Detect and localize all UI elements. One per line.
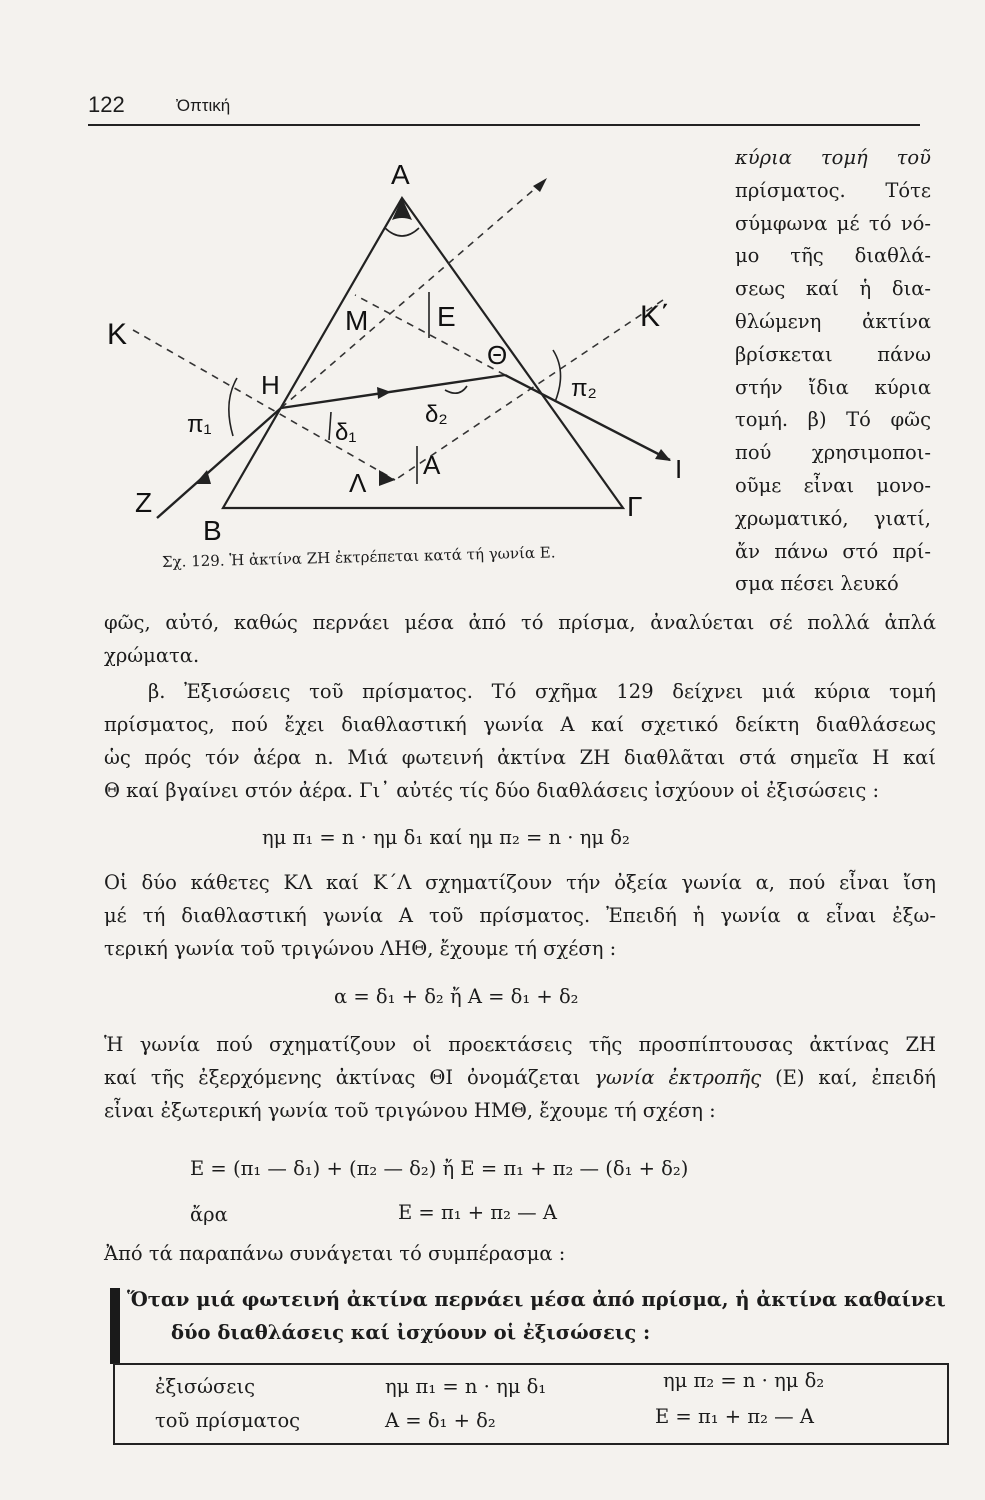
running-head: Ὀπτική bbox=[176, 96, 231, 115]
text-line: Θ καί βγαίνει στόν ἀέρα. Γι᾿ αὐτές τίς δύο διαθλάσεις ἰσχύουν οἱ ἐξισώσεις : bbox=[104, 779, 880, 802]
side-line: στήν ἴδια κύρια bbox=[735, 375, 931, 399]
text-line: φῶς, αὐτό, καθώς περνάει μέσα ἀπό τό πρίσμα, ἀναλύεται σέ πολλά ἁπλά bbox=[104, 611, 936, 634]
side-text bbox=[735, 142, 931, 601]
arrow-emergent bbox=[655, 449, 671, 461]
equation-angle: α = δ₁ + δ₂ ἤ Α = δ₁ + δ₂ bbox=[334, 985, 579, 1008]
header-rule bbox=[88, 124, 920, 126]
prism-equations-box bbox=[113, 1363, 949, 1445]
delta2-arc bbox=[445, 386, 467, 393]
text-line: πρίσματος, πού ἔχει διαθλαστική γωνία Α καί σχετικό δείκτη διαθλάσεως bbox=[104, 713, 936, 736]
label-K: K bbox=[107, 318, 128, 351]
emergent-extension bbox=[355, 295, 508, 375]
text-line: ὡς πρός τόν ἀέρα n. Μιά φωτεινή ἀκτίνα ΖΗ διαθλᾶται στά σημεῖα Η καί bbox=[104, 746, 936, 769]
text-line: β. Ἐξισώσεις τοῦ πρίσματος. Τό σχῆμα 129 δείχνει μιά κύρια τομή bbox=[148, 680, 936, 703]
box-label-prism: τοῦ πρίσματος bbox=[155, 1409, 301, 1432]
arrow-extension bbox=[533, 178, 547, 192]
lambda-angle-mark bbox=[379, 470, 395, 486]
box-formula-3: Α = δ₁ + δ₂ bbox=[385, 1409, 496, 1432]
conclusion-bar bbox=[110, 1288, 120, 1364]
side-line: βρίσκεται πάνω bbox=[735, 342, 931, 366]
text-line: τερική γωνία τοῦ τριγώνου ΛΗΘ, ἔχουμε τή σχέση : bbox=[104, 937, 617, 960]
label-A-inner: A bbox=[423, 450, 441, 480]
label-I: I bbox=[675, 454, 683, 484]
label-pi2: π₂ bbox=[571, 375, 597, 402]
paragraph-4 bbox=[104, 1028, 936, 1127]
text-segment: (Ε) καί, ἐπειδή bbox=[775, 1066, 936, 1089]
conclusion-intro: Ἀπό τά παραπάνω συνάγεται τό συμπέρασμα : bbox=[104, 1242, 566, 1265]
prism-figure bbox=[95, 140, 735, 580]
label-delta2: δ₂ bbox=[425, 401, 448, 428]
label-Gamma: Γ bbox=[627, 491, 643, 522]
equation-deviation: Ε = (π₁ — δ₁) + (π₂ — δ₂) ἤ Ε = π₁ + π₂ — (δ₁ + δ₂) bbox=[190, 1157, 689, 1180]
side-line: ἄν πάνω στό πρί- bbox=[735, 539, 931, 563]
side-line: θλώμενη ἀκτίνα bbox=[735, 309, 931, 333]
side-line: σεως καί ἡ δια- bbox=[735, 277, 931, 301]
side-line: μο τῆς διαθλά- bbox=[735, 244, 931, 268]
label-E: E bbox=[437, 301, 456, 332]
pi1-arc bbox=[229, 378, 237, 436]
conclusion-text bbox=[127, 1283, 946, 1349]
label-Z: Z bbox=[135, 487, 153, 518]
label-pi1: π₁ bbox=[187, 411, 212, 438]
box-formula-1: ημ π₁ = n · ημ δ₁ bbox=[385, 1375, 547, 1398]
text-line bbox=[104, 1061, 936, 1094]
delta1-arc bbox=[329, 412, 331, 440]
label-A: A bbox=[391, 159, 410, 190]
label-Lambda: Λ bbox=[349, 468, 367, 498]
pi2-arc bbox=[553, 350, 561, 402]
text-segment: καί τῆς ἐξερχόμενης ἀκτίνας ΘΙ ὀνομάζεται bbox=[104, 1066, 581, 1089]
text-line: χρώματα. bbox=[104, 644, 200, 667]
side-line: τομή. β) Τό φῶς bbox=[735, 408, 931, 432]
label-B: B bbox=[203, 515, 222, 546]
paragraph-3 bbox=[104, 866, 936, 965]
equation-label-ara: ἄρα bbox=[190, 1203, 228, 1226]
text-line: μέ τή διαθλαστική γωνία Α τοῦ πρίσματος. Ἐπειδή ἡ γωνία α εἶναι ἐξω- bbox=[104, 904, 936, 927]
equation-refraction: ημ π₁ = n · ημ δ₁ καί ημ π₂ = n · ημ δ₂ bbox=[262, 826, 630, 849]
term-deviation-angle: γωνία ἐκτροπῆς bbox=[594, 1066, 762, 1089]
equation-deviation-final: Ε = π₁ + π₂ — Α bbox=[398, 1201, 557, 1224]
paragraph-2 bbox=[104, 675, 936, 807]
box-formula-2: ημ π₂ = n · ημ δ₂ bbox=[663, 1369, 825, 1392]
text-line: Ἡ γωνία πού σχηματίζουν οἱ προεκτάσεις τῆς προσπίπτουσας ἀκτίνας ΖΗ bbox=[104, 1033, 936, 1056]
text-line: δύο διαθλάσεις καί ἰσχύουν οἱ ἐξισώσεις : bbox=[171, 1321, 651, 1344]
normal-K bbox=[133, 330, 395, 480]
box-label-equations: ἐξισώσεις bbox=[155, 1375, 256, 1398]
label-delta1: δ₁ bbox=[335, 419, 357, 446]
side-line: πού χρησιμοποι- bbox=[735, 441, 931, 465]
side-line: οῦμε εἶναι μονο- bbox=[735, 473, 931, 497]
box-formula-4: Ε = π₁ + π₂ — Α bbox=[655, 1405, 814, 1428]
figure-caption: Σχ. 129. Ἡ ἀκτίνα ΖΗ ἐκτρέπεται κατά τή γωνία Ε. bbox=[161, 543, 556, 571]
arrow-refracted bbox=[377, 387, 391, 399]
text-line: Ὅταν μιά φωτεινή ἀκτίνα περνάει μέσα ἀπό πρίσμα, ἡ ἀκτίνα καθαίνει bbox=[127, 1288, 946, 1311]
label-H: H bbox=[261, 370, 280, 400]
apex-arc bbox=[385, 228, 419, 236]
label-K-prime: K΄ bbox=[640, 300, 670, 333]
incident-ray bbox=[157, 408, 281, 518]
side-line: σμα πέσει λευκό bbox=[735, 572, 899, 596]
label-Theta: Θ bbox=[487, 340, 508, 370]
side-line: σύμφωνα μέ τό νό- bbox=[735, 211, 931, 235]
page-number: 122 bbox=[88, 92, 125, 117]
text-line: Οἱ δύο κάθετες ΚΛ καί Κ΄Λ σχηματίζουν τήν ὀξεία γωνία α, πού εἶναι ἴση bbox=[104, 871, 936, 894]
label-M: M bbox=[345, 305, 369, 336]
text-line: εἶναι ἐξωτερική γωνία τοῦ τριγώνου ΗΜΘ, ἔχουμε τή σχέση : bbox=[104, 1099, 716, 1122]
side-line: κύρια τομή τοῦ bbox=[735, 146, 931, 169]
paragraph-1 bbox=[104, 606, 936, 672]
side-line: πρίσματος. Τότε bbox=[735, 178, 931, 202]
side-line: χρωματικό, γιατί, bbox=[735, 506, 931, 530]
